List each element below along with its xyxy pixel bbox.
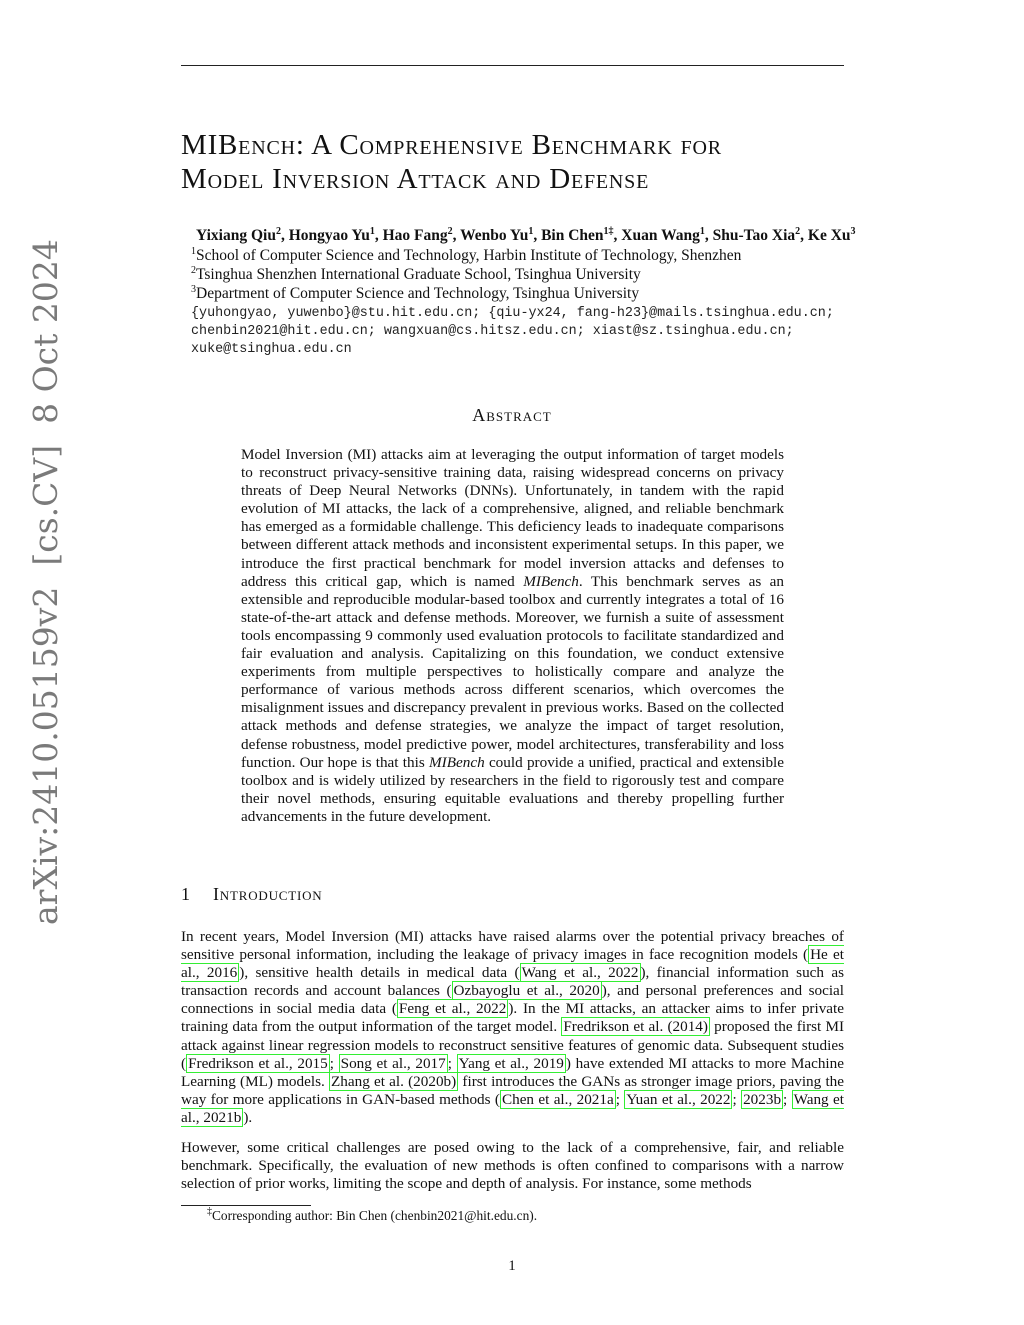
author: Hongyao Yu$^1$: [288, 226, 375, 244]
citation-link[interactable]: Yang et al., 2019: [458, 1054, 564, 1072]
author: Shu-Tao Xia$^2$: [712, 226, 801, 244]
citation-link[interactable]: Zhang et al. (2020b): [331, 1072, 457, 1090]
abstract-heading: Abstract: [472, 405, 552, 425]
footnote: ‡Corresponding author: Bin Chen (chenbin2021@hit.edu.cn).: [207, 1206, 538, 1223]
citation-link[interactable]: 2023b: [743, 1090, 782, 1108]
email-line-3: xuke@tsinghua.edu.cn: [191, 342, 352, 357]
affiliation-1: $^1$School of Computer Science and Technology, Harbin Institute of Technology, Shenzhen: [191, 246, 742, 264]
section-heading-introduction: 1 Introduction: [181, 884, 323, 904]
citation-link[interactable]: Wang et al., 2022: [521, 964, 639, 982]
paper-title: [181, 128, 861, 196]
intro-paragraph-2: However, some critical challenges are posed owing to the lack of a comprehensive, fair, and reliable benchmark. Specifically, the evaluation of new methods is often confined to comparisons with a narrow selection of prior works, limiting the scope and depth of analysis. For instance, some methods: [181, 1139, 844, 1193]
page-number: 1: [508, 1258, 516, 1274]
header-rule: [181, 65, 844, 66]
author: Ke Xu$^3$: [807, 226, 856, 244]
citation-link[interactable]: Fredrikson et al. (2014): [563, 1018, 708, 1036]
citation-link[interactable]: Yuan et al., 2022: [626, 1090, 731, 1108]
affiliation-2: $^2$Tsinghua Shenzhen International Graduate School, Tsinghua University: [191, 265, 641, 283]
citation-link[interactable]: Wang et al., 2021b: [181, 1090, 844, 1126]
arxiv-id[interactable]: arXiv:2410.05159v2: [26, 586, 65, 925]
citation-link[interactable]: Feng et al., 2022: [398, 1000, 507, 1018]
title-line-2: Model Inversion Attack and Defense: [181, 163, 650, 195]
citation-link[interactable]: Ozbayoglu et al., 2020: [453, 982, 600, 1000]
citation-link[interactable]: Fredrikson et al., 2015: [188, 1054, 328, 1072]
arxiv-category: [cs.CV]: [26, 444, 65, 566]
author: Yixiang Qiu$^2$: [196, 226, 281, 244]
footnote-rule: [181, 1205, 311, 1206]
citation-link[interactable]: He et al., 2016: [181, 946, 844, 982]
citation-link[interactable]: Chen et al., 2021a: [501, 1090, 614, 1108]
arxiv-date: 8 Oct 2024: [26, 239, 65, 424]
email-line-1: {yuhongyao, yuwenbo}@stu.hit.edu.cn; {qiu-yx24, fang-h23}@mails.tsinghua.edu.cn;: [191, 306, 834, 321]
author: Bin Chen$^{1\ddagger}$: [541, 226, 614, 244]
author: Hao Fang$^2$: [382, 226, 453, 244]
citation-link[interactable]: Song et al., 2017: [340, 1054, 446, 1072]
author: Xuan Wang$^1$: [621, 226, 705, 244]
email-line-2: chenbin2021@hit.edu.cn; wangxuan@cs.hitsz.edu.cn; xiast@sz.tsinghua.edu.cn;: [191, 324, 794, 339]
arxiv-sidebar-stamp: [21, 239, 71, 925]
title-line-1: MIBench: A Comprehensive Benchmark for: [181, 129, 722, 161]
author: Wenbo Yu$^1$: [460, 226, 534, 244]
intro-paragraph-1: In recent years, Model Inversion (MI) attacks have raised alarms over the potential privacy breaches of sensitive personal information, including the leakage of privacy images in face recognition models ( He et al., 2016 ), sensitive health details in medical data ( Wang et al., 2022 ), financial information such as transaction records and account balances ( Ozbayoglu et al., 2020 ), and personal preferences and social connections in social media data ( Feng et al., 2022 ). In the MI attacks, an attacker aims to infer private training data from the output information of the target model. Fredrikson et al. (2014) proposed the first MI attack against linear regression models to reconstruct sensitive features of genomic data. Subsequent studies ( Fredrikson et al., 2015 ; Song et al., 2017 ; Yang et al., 2019 ) have extended MI attacks to more Machine Learning (ML) models. Zhang et al. (2020b) first introduces the GANs as stronger image priors, paving the way for more applications in GAN-based methods ( Chen et al., 2021a ; Yuan et al., 2022 ; 2023b ; Wang et al., 2021b ).: [181, 928, 845, 1126]
author-list: Yixiang Qiu$^2$, Hongyao Yu$^1$, Hao Fang$^2$, Wenbo Yu$^1$, Bin Chen$^{1\ddagger}$, Xuan Wang$^1$, Shu-Tao Xia$^2$, Ke Xu$^3$: [196, 226, 856, 244]
affiliation-3: $^3$Department of Computer Science and Technology, Tsinghua University: [191, 284, 640, 302]
abstract-text: Model Inversion (MI) attacks aim at leveraging the output information of target models to reconstruct privacy-sensitive training data, raising widespread concerns on privacy threats of Deep Neural Networks (DNNs). Unfortunately, in tandem with the rapid evolution of MI attacks, the lack of a comprehensive, aligned, and reliable benchmark has emerged as a formidable challenge. This deficiency leads to inadequate comparisons between different attack methods and inconsistent experimental setups. In this paper, we introduce the first practical benchmark for model inversion attacks and defenses to address this critical gap, which is named MIBench. This benchmark serves as an extensible and reproducible modular-based toolbox and currently integrates a total of 16 state-of-the-art attack and defense methods. Moreover, we furnish a suite of assessment tools encompassing 9 commonly used evaluation protocols to facilitate standardized and fair evaluation and analysis. Capitalizing on this foundation, we conduct extensive experiments from multiple perspectives to holistically compare and analyze the performance of various methods across different scenarios, which overcomes the misalignment issues and discrepancy prevalent in previous works. Based on the collected attack methods and defense strategies, we analyze the impact of target resolution, defense robustness, model predictive power, model architectures, transferability and loss function. Our hope is that this MIBench could provide a unified, practical and extensible toolbox and is widely utilized by researchers in the field to rigorously test and compare their novel methods, ensuring equitable evaluations and thereby propelling further advancements in the future development.: [241, 446, 785, 825]
